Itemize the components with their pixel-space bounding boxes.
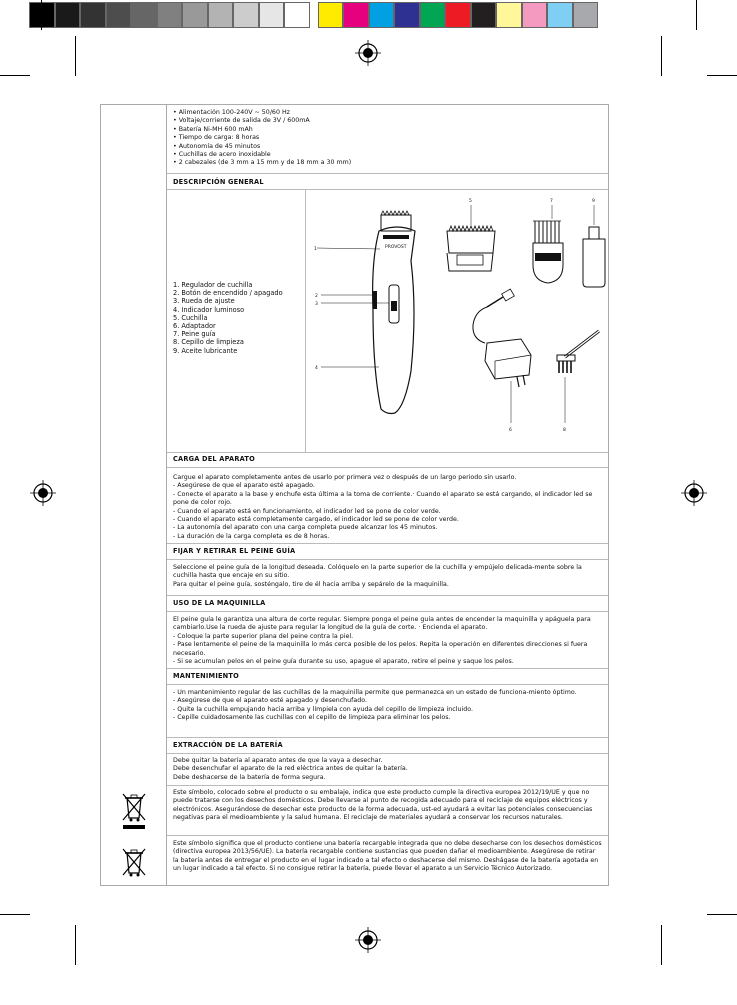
color-swatch bbox=[182, 2, 208, 28]
color-bar bbox=[29, 2, 606, 28]
content-column bbox=[167, 105, 608, 885]
manual-page bbox=[100, 104, 609, 886]
crop-mark bbox=[41, 0, 42, 30]
text-line: • Autonomía de 45 minutos bbox=[173, 142, 261, 150]
section-title-uso: USO DE LA MAQUINILLA bbox=[173, 599, 266, 607]
callout-number: 1 bbox=[314, 247, 317, 252]
text-line: • Alimentación 100-240V ~ 50/60 Hz bbox=[173, 109, 290, 116]
adapter-illustration bbox=[473, 289, 531, 433]
divider bbox=[167, 835, 608, 836]
text-line: - Pase lentamente el peine de la maquinilla lo más cerca posible de los pelos. Repita la operación en diferentes direcciones si fuera necesario. bbox=[173, 641, 588, 657]
divider bbox=[167, 559, 608, 560]
section-title-carga: CARGA DEL APARATO bbox=[173, 455, 255, 463]
color-swatch bbox=[259, 2, 285, 28]
text-line: - Coloque la parte superior plana del peine contra la piel. bbox=[173, 632, 354, 640]
text-line: • Voltaje/corriente de salida de 3V / 600mA bbox=[173, 117, 310, 125]
text-line: - Cuando el aparato está completamente cargado, el indicador led se pone de color verde. bbox=[173, 516, 459, 524]
divider bbox=[305, 189, 306, 452]
battery-weee-notice bbox=[173, 840, 602, 874]
text-line: 8. Cepillo de limpieza bbox=[173, 338, 244, 347]
registration-mark-icon bbox=[355, 927, 381, 953]
weee-notice bbox=[173, 789, 602, 823]
color-swatch bbox=[318, 2, 344, 28]
color-swatch bbox=[106, 2, 132, 28]
divider bbox=[167, 543, 608, 544]
text-line: Debe desenchufar el aparato de la red eléctrica antes de quitar la batería. bbox=[173, 765, 408, 773]
crop-mark bbox=[707, 75, 737, 76]
text-line: - La autonomía del aparato con una carga completa puede alcanzar los 45 minutos. bbox=[173, 524, 438, 532]
text-line: Debe quitar la batería al aparato antes de que la vaya a desechar. bbox=[173, 757, 383, 764]
color-swatch bbox=[445, 2, 471, 28]
text-line: - Si se acumulan pelos en el peine guía durante su uso, apague el aparato, retire el peine y saque los pelos. bbox=[173, 658, 514, 666]
divider bbox=[167, 595, 608, 596]
crop-mark bbox=[696, 0, 697, 30]
color-swatch bbox=[131, 2, 157, 28]
crop-mark bbox=[75, 925, 76, 965]
text-line: - Cuando el aparato está en funcionamiento, el indicador led se pone de color verde. bbox=[173, 507, 441, 515]
oil-bottle-illustration bbox=[583, 198, 605, 287]
color-swatch bbox=[80, 2, 106, 28]
divider bbox=[167, 684, 608, 685]
text-line: - Cepille cuidadosamente las cuchillas con el cepillo de limpieza para eliminar los pelos. bbox=[173, 714, 451, 722]
callout-number: 3 bbox=[315, 302, 318, 307]
text-line: Debe deshacerse de la batería de forma segura. bbox=[173, 773, 326, 781]
parts-legend bbox=[173, 281, 301, 355]
text-line: - Un mantenimiento regular de las cuchillas de la maquinilla permite que permanezca en un estado de funciona-miento óptimo. bbox=[173, 689, 577, 696]
color-swatch bbox=[420, 2, 446, 28]
callout-number: 8 bbox=[563, 428, 566, 433]
grayscale-swatches bbox=[29, 2, 310, 28]
text-line: 3. Rueda de ajuste bbox=[173, 297, 235, 306]
section-body-carga bbox=[173, 474, 602, 541]
color-swatch bbox=[471, 2, 497, 28]
callout-number: 7 bbox=[550, 199, 553, 204]
section-title-mantenimiento: MANTENIMIENTO bbox=[173, 672, 239, 680]
text-line: - Conecte el aparato a la base y enchufe esta última a la toma de corriente.· Cuando el aparato se está cargando, el indicador led se pone de color rojo. bbox=[173, 490, 593, 507]
color-swatch bbox=[547, 2, 573, 28]
battery-weee-bin-icon bbox=[119, 845, 149, 885]
divider bbox=[167, 753, 608, 754]
divider bbox=[167, 785, 608, 786]
text-line: - Asegúrese de que el aparato esté apagado y desenchufado. bbox=[173, 697, 367, 705]
color-swatch bbox=[233, 2, 259, 28]
color-swatch bbox=[496, 2, 522, 28]
text-line: Cargue el aparato completamente antes de usarlo por primera vez o después de un largo periodo sin usarlo. bbox=[173, 474, 517, 481]
blade-illustration bbox=[447, 198, 495, 271]
color-swatch bbox=[157, 2, 183, 28]
callout-number: 5 bbox=[469, 199, 472, 204]
text-line: 5. Cuchilla bbox=[173, 313, 208, 322]
text-line: 4. Indicador luminoso bbox=[173, 305, 245, 314]
callout-number: 4 bbox=[315, 366, 318, 371]
text-line: - Asegúrese de que el aparato esté apagado. bbox=[173, 482, 315, 490]
color-swatches bbox=[318, 2, 599, 28]
callout-number: 6 bbox=[509, 428, 512, 433]
battery-weee-text: Este símbolo significa que el producto contiene una batería recargable integrada que no debe desecharse con los desechos domésticos (directiva europea 2013/56/UE). La batería recargable contiene sustancias que pueden dañar el medioambiente. Asegúrese de retirar la batería antes de entregar el producto en el lugar indicado a tal efecto o deshacerse del mismo. Deshágase de la batería agotada en un lugar indicado a tal efecto. Si no consigue retirar la batería, puede llevar el aparato a un Servicio Técnico Autorizado. bbox=[173, 840, 602, 873]
text-line: • Cuchillas de acero inoxidable bbox=[173, 151, 271, 159]
section-title-descripcion: DESCRIPCIÓN GENERAL bbox=[173, 178, 264, 186]
color-swatch bbox=[284, 2, 310, 28]
crop-mark bbox=[661, 925, 662, 965]
color-swatch bbox=[522, 2, 548, 28]
product-illustration bbox=[307, 191, 607, 451]
crop-mark bbox=[661, 36, 662, 76]
color-swatch bbox=[55, 2, 81, 28]
weee-bin-icon bbox=[119, 790, 149, 830]
section-body-mantenimiento bbox=[173, 689, 602, 723]
crop-mark bbox=[75, 36, 76, 76]
section-body-uso bbox=[173, 616, 602, 666]
color-swatch bbox=[343, 2, 369, 28]
text-line: 2. Botón de encendido / apagado bbox=[173, 289, 283, 298]
registration-mark-icon bbox=[355, 40, 381, 66]
section-title-bateria: EXTRACCIÓN DE LA BATERÍA bbox=[173, 741, 283, 749]
text-line: - La duración de la carga completa es de 8 horas. bbox=[173, 532, 330, 540]
text-line: El peine guía le garantiza una altura de corte regular. Siempre ponga el peine guía antes de encender la maquinilla y apáguela para cambiarlo.Use la rueda de ajuste para regular la longitud de la guía de corte. · Encienda el aparato. bbox=[173, 616, 591, 632]
section-title-peine: FIJAR Y RETIRAR EL PEINE GUÍA bbox=[173, 547, 296, 555]
text-line: Seleccione el peine guía de la longitud deseada. Colóquelo en la parte superior de la cuchilla y empújelo delicada-mente sobre la cuchilla hasta que encaje en su sitio. bbox=[173, 564, 582, 580]
divider bbox=[167, 611, 608, 612]
weee-text: Este símbolo, colocado sobre el producto o su embalaje, indica que este producto cumple la directiva europea 2012/19/UE y que no puede tratarse con los desechos domésticos. Debe llevarse al punto de recogida adecuado para el reciclaje de equipos eléctricos y electrónicos. Asegurándose de desechar este producto de la forma adecuada, ust-ed ayudará a evitar las potenciales consecuencias negativas para el medioambiente y la salud humana. El reciclaje de materiales ayudará a conservar los recursos naturales. bbox=[173, 789, 593, 822]
text-line: 1. Regulador de cuchilla bbox=[173, 281, 253, 289]
text-line: Para quitar el peine guía, sosténgalo, tire de él hacia arriba y sepárelo de la maquinilla. bbox=[173, 580, 449, 588]
text-line: - Quite la cuchilla empujando hacia arriba y límpiela con ayuda del cepillo de limpieza incluido. bbox=[173, 705, 473, 713]
divider bbox=[167, 737, 608, 738]
callout-number: 9 bbox=[592, 199, 595, 204]
registration-mark-icon bbox=[30, 480, 56, 506]
text-line: 9. Aceite lubricante bbox=[173, 346, 238, 355]
color-swatch bbox=[369, 2, 395, 28]
brand-label: PROVOST bbox=[385, 245, 407, 250]
crop-mark bbox=[707, 914, 737, 915]
section-body-bateria bbox=[173, 757, 602, 782]
left-margin-column bbox=[101, 105, 167, 885]
text-line: 6. Adaptador bbox=[173, 322, 216, 331]
divider bbox=[167, 452, 608, 453]
brush-illustration bbox=[557, 331, 599, 433]
trimmer-illustration bbox=[314, 211, 415, 414]
callout-number: 2 bbox=[315, 294, 318, 299]
text-line: • Tiempo de carga: 8 horas bbox=[173, 134, 260, 142]
divider bbox=[167, 173, 608, 174]
text-line: 7. Peine guía bbox=[173, 330, 216, 339]
divider bbox=[167, 189, 608, 190]
text-line: • 2 cabezales (de 3 mm a 15 mm y de 18 mm a 30 mm) bbox=[173, 159, 352, 167]
color-swatch bbox=[394, 2, 420, 28]
spec-list bbox=[173, 109, 602, 168]
color-swatch bbox=[573, 2, 599, 28]
registration-mark-icon bbox=[681, 480, 707, 506]
divider bbox=[167, 668, 608, 669]
comb-illustration bbox=[533, 198, 563, 283]
color-swatch bbox=[208, 2, 234, 28]
section-body-peine bbox=[173, 564, 602, 589]
text-line: • Batería Ni-MH 600 mAh bbox=[173, 125, 253, 133]
crop-mark bbox=[0, 75, 30, 76]
crop-mark bbox=[0, 914, 30, 915]
divider bbox=[167, 467, 608, 468]
